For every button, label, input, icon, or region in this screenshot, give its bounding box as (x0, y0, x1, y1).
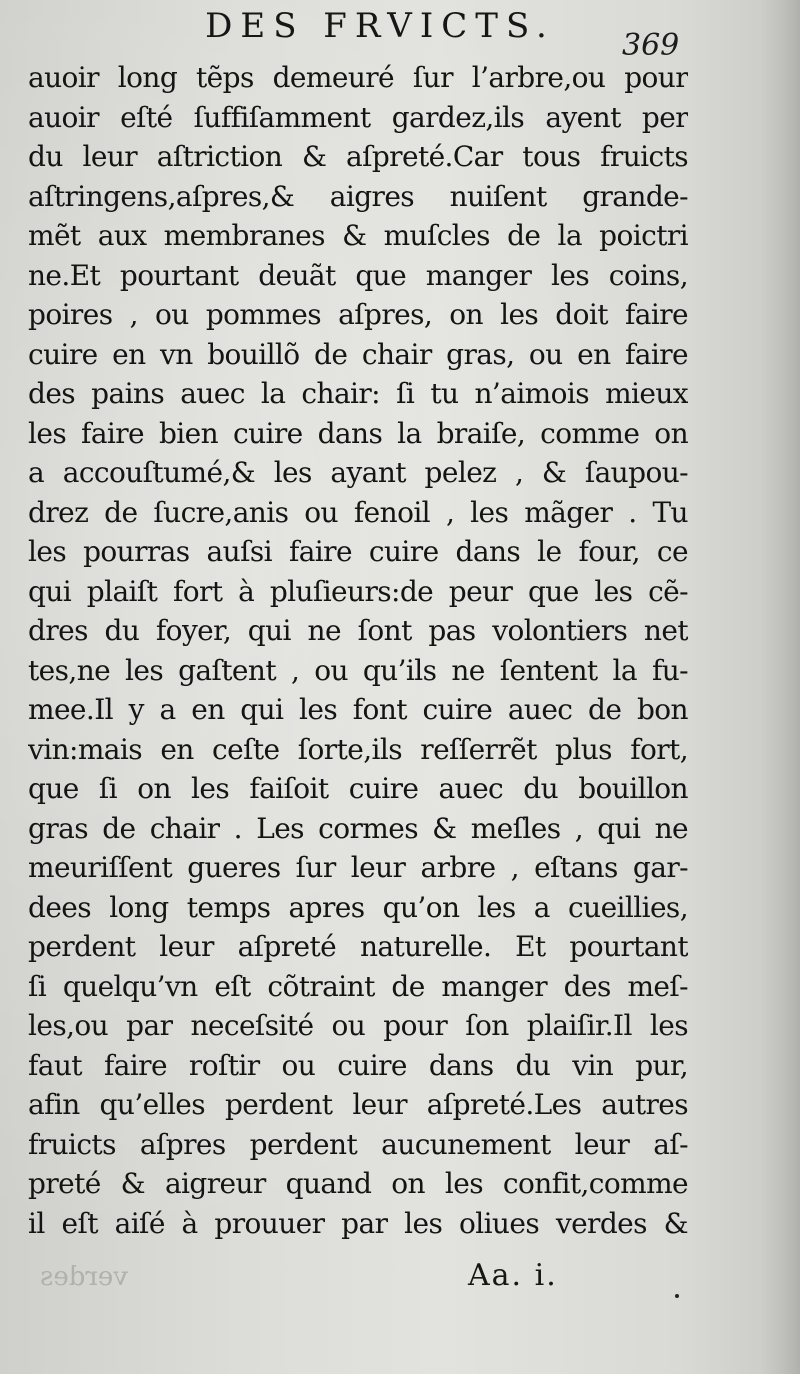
text-line: les pourras auſsi faire cuire dans le four, ce (28, 535, 688, 568)
text-line: auoir eſté ſuffiſamment gardez,ils ayent per (28, 100, 688, 134)
text-line: poires , ou pommes aſpres, on les doit faire (28, 298, 688, 331)
text-line: vin:mais en ceſte ſorte,ils reſſerrẽt plus fort, (28, 732, 688, 766)
text-line: cuire en vn bouillõ de chair gras, ou en faire (28, 337, 688, 371)
signature-mark: Aa. i. (468, 1258, 558, 1293)
ink-speck (675, 1294, 679, 1298)
text-line: du leur aſtriction & aſpreté.Car tous fruicts (28, 140, 688, 173)
page-number: 369 (622, 28, 680, 63)
text-line: ne.Et pourtant deuãt que manger les coins, (28, 258, 688, 292)
text-line: gras de chair . Les cormes & meſles , qui ne (28, 811, 688, 845)
text-line: meuriſſent gueres ſur leur arbre , eſtans gar- (28, 851, 688, 884)
body-text (28, 58, 688, 1243)
text-line: a accouſtumé,& les ayant pelez , & ſaupou- (28, 456, 688, 489)
show-through-text: verdes (40, 1262, 128, 1292)
text-line: il eſt aiſé à prouuer par les oliues verdes & (28, 1206, 688, 1240)
text-line: auoir long tẽps demeuré ſur l’arbre,ou pour (28, 61, 688, 94)
text-line: tes,ne les gaſtent , ou qu’ils ne ſentent la fu- (28, 653, 688, 687)
page-gutter-shadow (760, 0, 800, 1374)
text-line: ſi quelqu’vn eſt cõtraint de manger des meſ- (28, 969, 688, 1003)
text-line: que ſi on les faiſoit cuire auec du bouillon (28, 772, 688, 805)
text-line: fruicts aſpres perdent aucunement leur aſ- (28, 1127, 688, 1161)
text-line: dres du foyer, qui ne ſont pas volontiers net (28, 614, 688, 647)
text-line: des pains auec la chair: ſi tu n’aimois mieux (28, 377, 688, 410)
text-line: mẽt aux membranes & muſcles de la poictri (28, 219, 688, 252)
text-line: les faire bien cuire dans la braiſe, comme on (28, 416, 688, 450)
text-line: perdent leur aſpreté naturelle. Et pourtant (28, 930, 688, 963)
text-line: drez de ſucre,anis ou fenoil , les mãger . Tu (28, 495, 688, 529)
text-line: faut faire roſtir ou cuire dans du vin pur, (28, 1048, 688, 1082)
text-line: preté & aigreur quand on les confit,comme (28, 1167, 688, 1200)
text-line: dees long temps apres qu’on les a cueillies, (28, 890, 688, 924)
text-line: afin qu’elles perdent leur aſpreté.Les autres (28, 1088, 688, 1121)
text-line: aſtringens,aſpres,& aigres nuiſent grande- (28, 179, 688, 213)
text-line: qui plaiſt fort à pluſieurs:de peur que les cẽ- (28, 574, 688, 608)
text-line: mee.Il y a en qui les font cuire auec de bon (28, 693, 688, 726)
text-line: les,ou par neceſsité ou pour ſon plaiſir.Il les (28, 1009, 688, 1042)
running-head: DES FRVICTS. (205, 6, 555, 46)
